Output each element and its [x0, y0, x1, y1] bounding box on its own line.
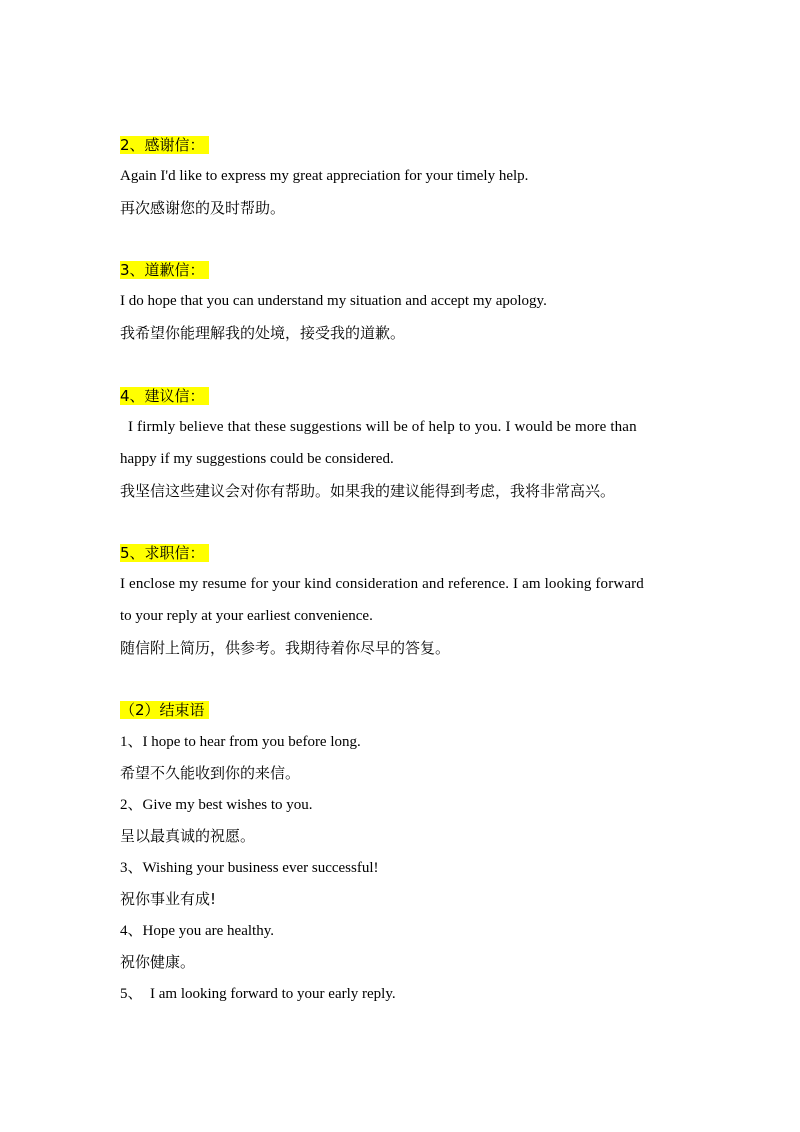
- closing-item-5-english: 5、 I am looking forward to your early reply.: [120, 986, 396, 1002]
- closing-item-4-english: 4、Hope you are healthy.: [120, 923, 274, 939]
- job-english-line-2: to your reply at your earliest convenience.: [120, 608, 373, 624]
- thanks-english: Again I'd like to express my great appreciation for your timely help.: [120, 168, 529, 184]
- apology-english: I do hope that you can understand my situation and accept my apology.: [120, 293, 547, 309]
- heading-highlight: 2、感谢信：: [120, 136, 209, 154]
- closing-item-1-english: 1、I hope to hear from you before long.: [120, 734, 361, 750]
- closing-item-2-chinese: 呈以最真诚的祝愿。: [120, 827, 256, 845]
- closing-item-4-chinese: 祝你健康。: [120, 953, 196, 971]
- apology-chinese: 我希望你能理解我的处境，接受我的道歉。: [120, 324, 406, 342]
- job-english-line-1: I enclose my resume for your kind consideration and reference. I am looking forward: [120, 576, 644, 592]
- section-heading-suggestion: [120, 386, 209, 407]
- closing-item-3-chinese: 祝你事业有成!: [120, 890, 217, 908]
- suggestion-chinese: 我坚信这些建议会对你有帮助。如果我的建议能得到考虑，我将非常高兴。: [120, 482, 616, 500]
- section-heading-job-application: [120, 543, 209, 564]
- heading-highlight: 3、道歉信：: [120, 261, 209, 279]
- closing-item-2-english: 2、Give my best wishes to you.: [120, 797, 313, 813]
- thanks-chinese: 再次感谢您的及时帮助。: [120, 199, 286, 217]
- heading-highlight: 5、求职信：: [120, 544, 209, 562]
- heading-highlight: （2）结束语: [120, 701, 209, 719]
- heading-highlight: 4、建议信：: [120, 387, 209, 405]
- section-heading-thanks: [120, 135, 209, 156]
- suggestion-english-line-2: happy if my suggestions could be considered.: [120, 451, 394, 467]
- section-heading-apology: [120, 260, 209, 281]
- closing-heading: [120, 700, 209, 721]
- job-chinese: 随信附上简历，供参考。我期待着你尽早的答复。: [120, 639, 451, 657]
- closing-item-1-chinese: 希望不久能收到你的来信。: [120, 764, 301, 782]
- closing-item-3-english: 3、Wishing your business ever successful!: [120, 860, 379, 876]
- suggestion-english-line-1: I firmly believe that these suggestions will be of help to you. I would be more than: [128, 419, 637, 435]
